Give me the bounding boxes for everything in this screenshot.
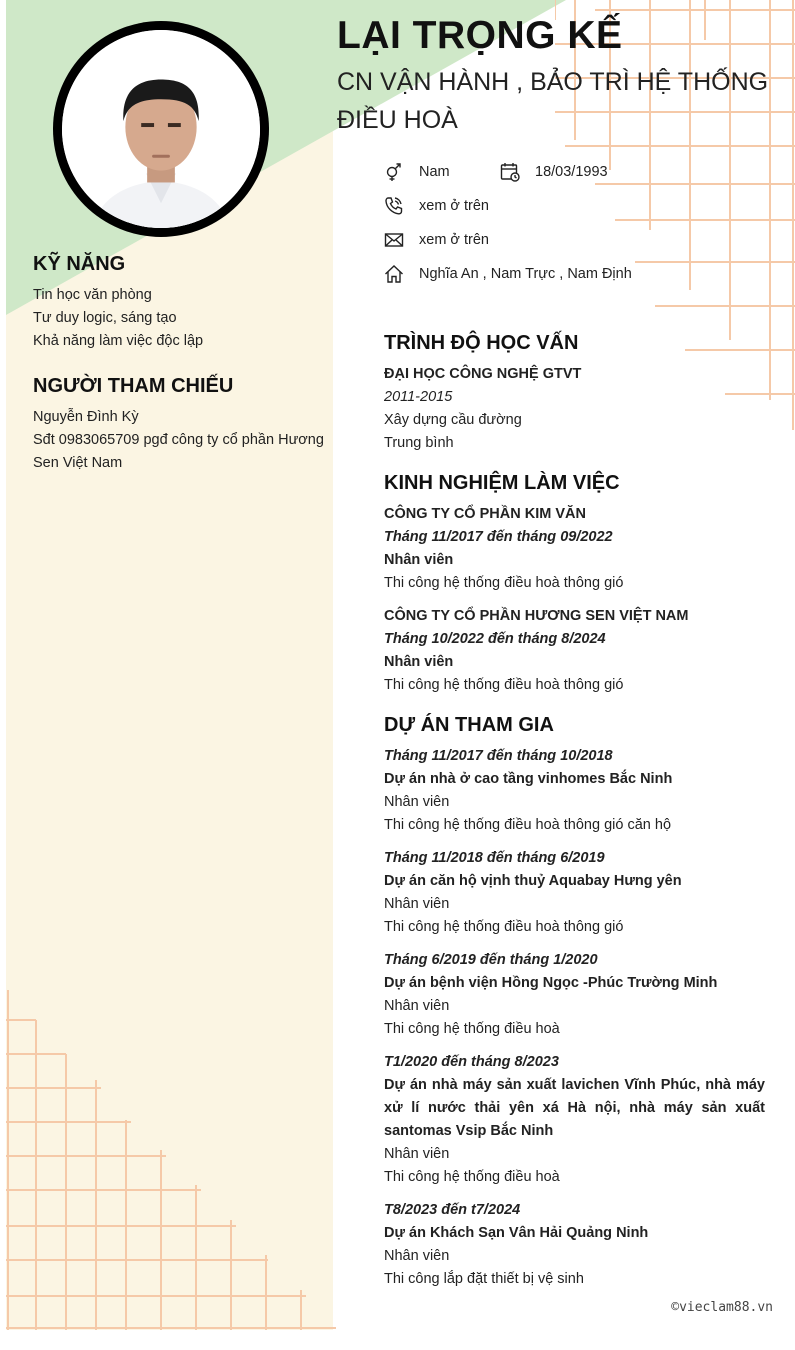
- project-description: Thi công hệ thống điều hoà: [384, 1169, 560, 1185]
- experience-title: KINH NGHIỆM LÀM VIỆC: [384, 472, 620, 494]
- gender-value: Nam: [419, 164, 450, 180]
- education-title: TRÌNH ĐỘ HỌC VẤN: [384, 332, 579, 354]
- birthday-value: 18/03/1993: [535, 164, 608, 180]
- project-description: Thi công hệ thống điều hoà: [384, 1021, 560, 1037]
- project-name: Dự án bệnh viện Hồng Ngọc -Phúc Trường Minh: [384, 975, 718, 991]
- project-role: Nhân viên: [384, 896, 450, 912]
- education-period: 2011-2015: [384, 389, 453, 405]
- grid-pattern-bottom-left: [6, 990, 336, 1330]
- project-name: Dự án Khách Sạn Vân Hải Quảng Ninh: [384, 1225, 649, 1241]
- phone-row: [384, 196, 489, 216]
- experience-period: Tháng 11/2017 đến tháng 09/2022: [384, 529, 613, 545]
- experience-company: CÔNG TY CỔ PHẦN HƯƠNG SEN VIỆT NAM: [384, 608, 689, 624]
- reference-detail: Sen Việt Nam: [33, 455, 123, 471]
- project-role: Nhân viên: [384, 1248, 450, 1264]
- education-grade: Trung bình: [384, 435, 454, 451]
- experience-role: Nhân viên: [384, 552, 454, 568]
- phone-icon: [384, 196, 404, 216]
- profile-photo-frame: [53, 21, 269, 237]
- references-title: NGƯỜI THAM CHIẾU: [33, 375, 234, 397]
- email-row: [384, 230, 489, 250]
- candidate-position: CN VẬN HÀNH , BẢO TRÌ HỆ THỐNG ĐIỀU HOÀ: [337, 68, 769, 134]
- project-period: Tháng 6/2019 đến tháng 1/2020: [384, 952, 598, 968]
- copyright-watermark: ©vieclam88.vn: [671, 1300, 773, 1315]
- experience-company: CÔNG TY CỔ PHẦN KIM VĂN: [384, 506, 586, 522]
- project-name: Dự án căn hộ vịnh thuỷ Aquabay Hưng yên: [384, 873, 682, 889]
- profile-photo: [62, 30, 260, 228]
- project-role: Nhân viên: [384, 1146, 450, 1162]
- birthday-row: [500, 162, 608, 182]
- email-value: xem ở trên: [419, 232, 489, 248]
- reference-detail: Sđt 0983065709 pgđ công ty cổ phần Hương: [33, 432, 324, 448]
- calendar-icon: [500, 162, 520, 182]
- envelope-icon: [384, 230, 404, 250]
- experience-description: Thi công hệ thống điều hoà thông gió: [384, 677, 624, 693]
- address-value: Nghĩa An , Nam Trực , Nam Định: [419, 266, 632, 282]
- experience-role: Nhân viên: [384, 654, 454, 670]
- skill-item: Tin học văn phòng: [33, 287, 152, 303]
- project-description: Thi công hệ thống điều hoà thông gió: [384, 919, 624, 935]
- project-period: Tháng 11/2017 đến tháng 10/2018: [384, 748, 613, 764]
- experience-period: Tháng 10/2022 đến tháng 8/2024: [384, 631, 606, 647]
- phone-value: xem ở trên: [419, 198, 489, 214]
- projects-title: DỰ ÁN THAM GIA: [384, 714, 554, 736]
- project-period: T1/2020 đến tháng 8/2023: [384, 1054, 559, 1070]
- project-description: Thi công lắp đặt thiết bị vệ sinh: [384, 1271, 584, 1287]
- project-role: Nhân viên: [384, 998, 450, 1014]
- education-school: ĐẠI HỌC CÔNG NGHỆ GTVT: [384, 366, 582, 382]
- project-name: Dự án nhà máy sản xuất lavichen Vĩnh Phúc, nhà máy xử lí nước thải yên xá Hà nội, nhà máy sản xuất santomas Vsip Bắc Ninh: [384, 1077, 765, 1139]
- gender-icon: [384, 162, 404, 182]
- project-period: T8/2023 đến t7/2024: [384, 1202, 521, 1218]
- candidate-name: LẠI TRỌNG KẾ: [337, 14, 623, 57]
- home-icon: [384, 264, 404, 284]
- address-row: [384, 264, 632, 284]
- person-portrait-icon: [62, 30, 260, 228]
- project-description: Thi công hệ thống điều hoà thông gió căn hộ: [384, 817, 672, 833]
- project-name: Dự án nhà ở cao tầng vinhomes Bắc Ninh: [384, 771, 673, 787]
- education-major: Xây dựng cầu đường: [384, 412, 522, 428]
- gender-row: [384, 162, 450, 182]
- experience-description: Thi công hệ thống điều hoà thông gió: [384, 575, 624, 591]
- reference-name: Nguyễn Đình Kỳ: [33, 409, 139, 425]
- project-role: Nhân viên: [384, 794, 450, 810]
- project-period: Tháng 11/2018 đến tháng 6/2019: [384, 850, 605, 866]
- skills-title: KỸ NĂNG: [33, 253, 126, 275]
- skill-item: Khả năng làm việc độc lập: [33, 333, 204, 349]
- skill-item: Tư duy logic, sáng tạo: [33, 310, 177, 326]
